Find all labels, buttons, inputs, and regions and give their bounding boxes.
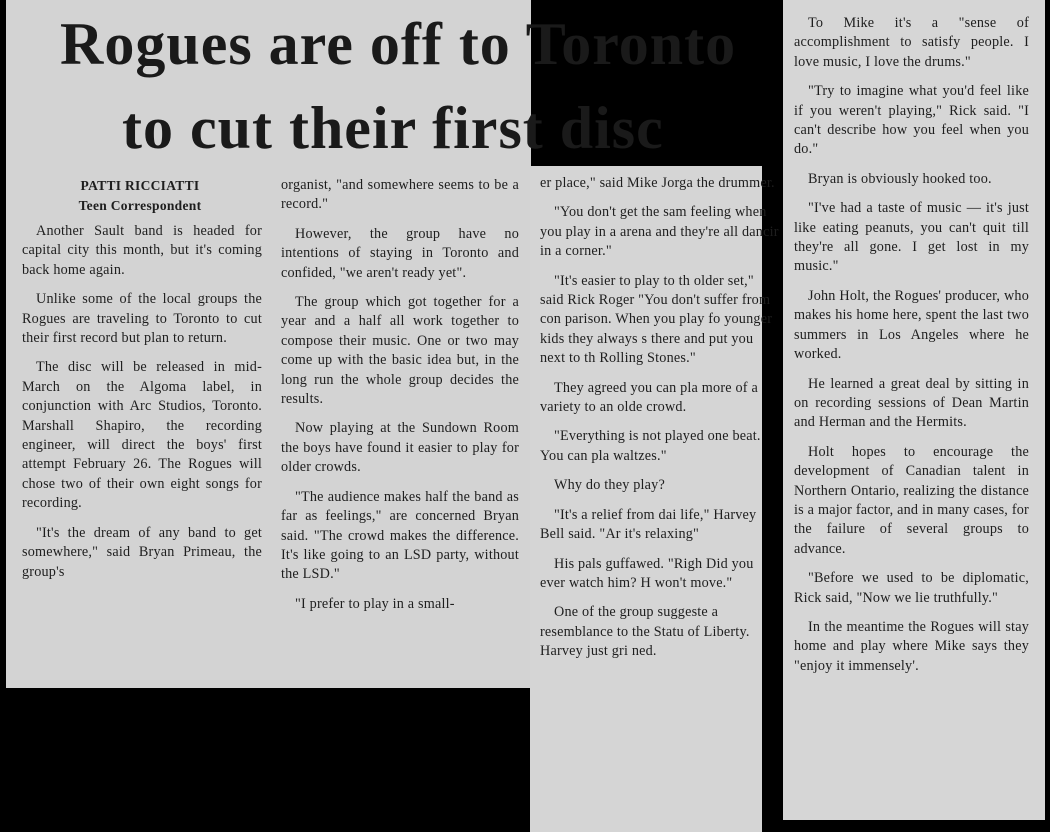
paragraph: The group which got together for a year and a half all work together to compose their music. One or two may come up with the basic idea but, in the long run the whole group decides the results. <box>281 294 519 408</box>
paragraph: "Everything is not played one beat. You can pla waltzes." <box>540 428 761 464</box>
paragraph: "I've had a taste of music — it's just like eating peanuts, you can't quit till they're all gone. I get lost in my music." <box>794 200 1029 275</box>
paragraph: Bryan is obviously hooked too. <box>808 170 992 187</box>
paragraph: Holt hopes to encourage the development of Canadian talent in Northern Ontario, realizing the distance is a major factor, and in many cases, for the failure of several groups to advance. <box>794 443 1029 557</box>
paragraph: John Holt, the Rogues' producer, who makes his home here, spent the last two summers in Los Angeles where he worked. <box>794 287 1029 363</box>
paragraph: To Mike it's a "sense of accomplishment to satisfy people. I love music, I love the drums." <box>794 15 1029 70</box>
paragraph: "The audience makes half the band as far as feelings," are concerned Bryan said. "The crowd makes the difference. It's like going to an LSD party, without the LSD." <box>281 488 519 583</box>
paragraph: "Before we used to be diplomatic, Rick said, "Now we lie truthfully." <box>794 570 1029 606</box>
clipping-middle-panel <box>530 166 779 832</box>
paragraph: They agreed you can pla more of a variety to an olde crowd. <box>540 379 758 416</box>
headline-line-2: to cut their first disc <box>122 95 664 161</box>
headline-line-1: Rogues are off to Toronto <box>60 11 737 77</box>
article-column-2 <box>281 176 519 624</box>
paragraph: Another Sault band is headed for capital city this month, but it's coming back home again. <box>22 223 262 278</box>
byline <box>24 176 256 216</box>
article-column-4 <box>794 14 1029 686</box>
paragraph: "Try to imagine what you'd feel like if you weren't playing," Rick said. "I can't describe how you feel when you do." <box>794 83 1029 158</box>
paragraph: "It's a relief from dai life," Harvey Bell said. "Ar it's relaxing" <box>540 506 757 543</box>
article-column-1 <box>22 222 262 592</box>
article-column-3 <box>540 174 780 672</box>
paragraph: "You don't get the sam feeling when you play in a arena and they're all dancir in a corner." <box>540 204 779 260</box>
paragraph: He learned a great deal by sitting in on recording sessions of Dean Martin and Herman and the Hermits. <box>794 375 1029 431</box>
paragraph: Why do they play? <box>554 477 665 494</box>
paragraph: "It's the dream of any band to get somewhere," said Bryan Primeau, the group's <box>22 524 262 580</box>
byline-role: Teen Correspondent <box>78 198 202 213</box>
byline-name: PATTI RICCIATTI <box>80 178 200 193</box>
paragraph: organist, "and somewhere seems to be a record." <box>281 177 519 213</box>
paragraph: "It's easier to play to th older set," said Rick Roger "You don't suffer from con parison. When you play fo younger kids they always s there and put you next to th Rolling Stones." <box>540 272 773 367</box>
paragraph: er place," said Mike Jorga the drummer. <box>540 175 775 191</box>
paragraph: Now playing at the Sundown Room the boys have found it easier to play for older crowds. <box>281 420 519 476</box>
paragraph: Unlike some of the local groups the Rogues are traveling to Toronto to cut their first record but plan to return. <box>22 291 262 347</box>
paragraph: The disc will be released in mid-March on the Algoma label, in conjunction with Arc Studios, Toronto. Marshall Shapiro, the recording engineer, will direct the boys' first attempt February 26. The Rogues will chose two of their own eight songs for recording. <box>22 359 262 512</box>
paragraph: However, the group have no intentions of staying in Toronto and confided, "we aren't ready yet". <box>281 225 519 281</box>
paragraph: "I prefer to play in a small- <box>295 595 455 612</box>
paragraph: In the meantime the Rogues will stay home and play where Mike says they "enjoy it immensely'. <box>794 618 1029 674</box>
paragraph: His pals guffawed. "Righ Did you ever watch him? H won't move." <box>540 555 754 591</box>
paragraph: One of the group suggeste a resemblance to the Statu of Liberty. Harvey just gri ned. <box>540 604 750 660</box>
clipping-right-panel <box>783 0 1045 820</box>
